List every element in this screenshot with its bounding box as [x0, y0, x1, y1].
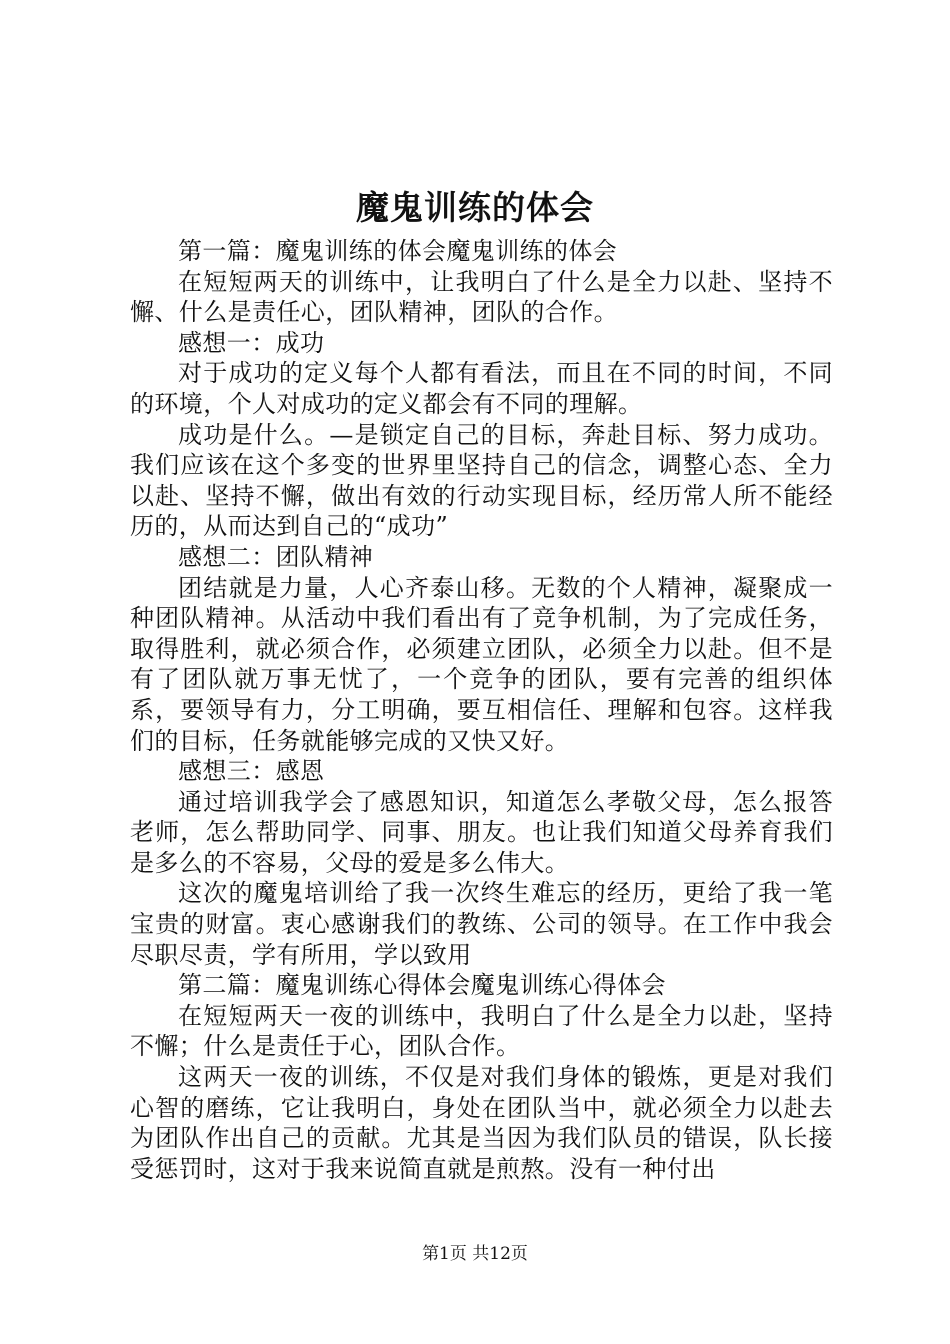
document-body [130, 236, 833, 1184]
paragraph-section-heading: 感想一：成功 [178, 328, 325, 357]
paragraph-part-two-heading: 第二篇：魔鬼训练心得体会魔鬼训练心得体会 [178, 971, 666, 1000]
paragraph-section-heading: 感想二：团队精神 [178, 542, 374, 571]
paragraph-part-one-heading: 第一篇：魔鬼训练的体会魔鬼训练的体会 [178, 237, 618, 265]
document-title: 魔鬼训练的体会 [356, 188, 594, 227]
paragraph: 成功是什么。—是锁定自己的目标，奔赴目标、努力成功。我们应该在这个多变的世界里坚持自己的信念，调整心态、全力以赴、坚持不懈，做出有效的行动实现目标，经历常人所不能经历的，从而达到自己的“成功” [130, 420, 833, 541]
paragraph-section-heading: 感想三：感恩 [178, 757, 325, 786]
paragraph: 团结就是力量，人心齐泰山移。无数的个人精神，凝聚成一种团队精神。从活动中我们看出有了竞争机制，为了完成任务，取得胜利，就必须合作，必须建立团队，必须全力以赴。但不是有了团队就万事无忧了，一个竞争的团队，要有完善的组织体系，要领导有力，分工明确，要互相信任、理解和包容。这样我们的目标，任务就能够完成的又快又好。 [130, 573, 833, 755]
paragraph: 通过培训我学会了感恩知识，知道怎么孝敬父母，怎么报答老师，怎么帮助同学、同事、朋友。也让我们知道父母养育我们是多么的不容易，父母的爱是多么伟大。 [130, 787, 833, 877]
paragraph: 对于成功的定义每个人都有看法，而且在不同的时间，不同的环境，个人对成功的定义都会有不同的理解。 [130, 359, 833, 418]
paragraph: 在短短两天一夜的训练中，我明白了什么是全力以赴，坚持不懈；什么是责任于心，团队合作。 [130, 1001, 833, 1061]
paragraph: 在短短两天的训练中，让我明白了什么是全力以赴、坚持不懈、什么是责任心，团队精神，团队的合作。 [130, 267, 833, 327]
page-footer: 第1页 共12页 [422, 1244, 528, 1264]
paragraph: 这次的魔鬼培训给了我一次终生难忘的经历，更给了我一笔宝贵的财富。衷心感谢我们的教练、公司的领导。在工作中我会尽职尽责，学有所用，学以致用 [130, 879, 833, 969]
paragraph: 这两天一夜的训练，不仅是对我们身体的锻炼，更是对我们心智的磨练，它让我明白，身处在团队当中，就必须全力以赴去为团队作出自己的贡献。尤其是当因为我们队员的错误，队长接受惩罚时，这对于我来说简直就是煎熬。没有一种付出 [130, 1063, 833, 1183]
